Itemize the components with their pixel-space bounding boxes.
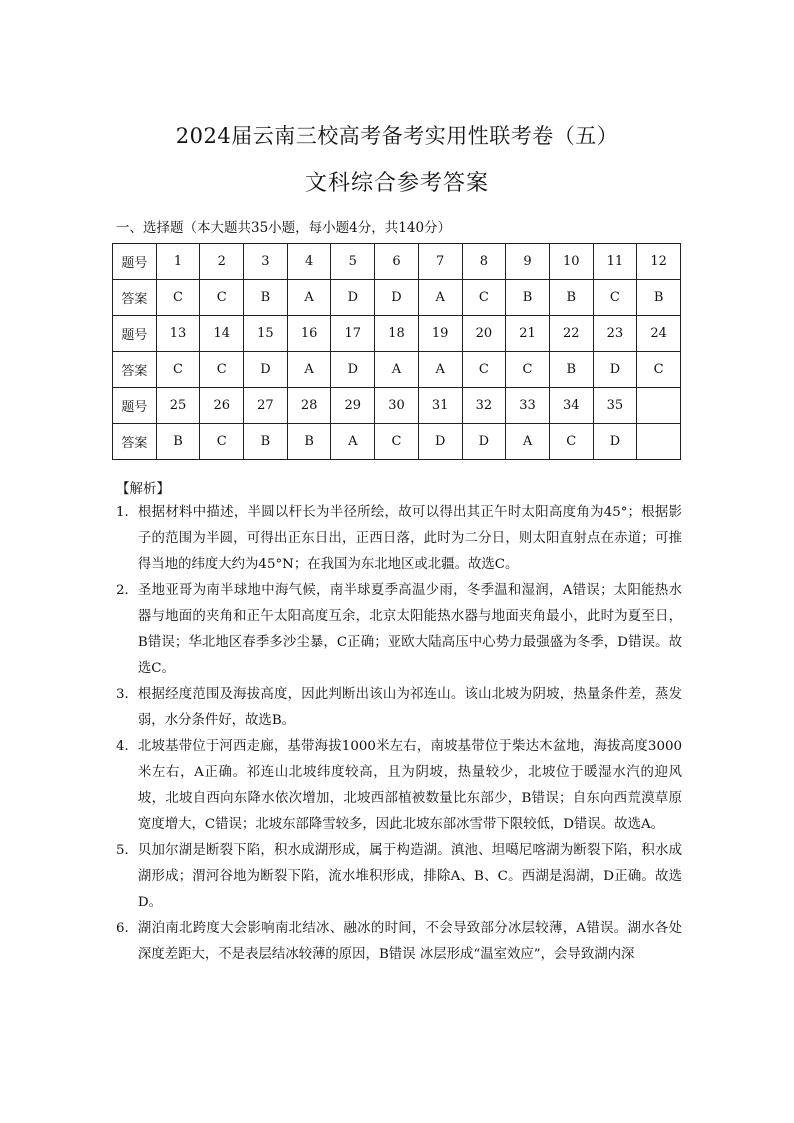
answer-cell: C: [200, 280, 244, 316]
answer-cell: B: [244, 424, 288, 460]
answer-cell: C: [200, 424, 244, 460]
question-number-cell: 17: [331, 316, 375, 352]
question-number-row: [113, 388, 681, 424]
answer-row: [113, 352, 681, 388]
analysis-item-number: 2．: [116, 583, 138, 598]
answer-cell: D: [331, 352, 375, 388]
analysis-item: [116, 578, 682, 682]
answer-cell: [637, 424, 681, 460]
analysis-item: [116, 682, 682, 734]
question-number-cell: 30: [375, 388, 419, 424]
answer-row: [113, 424, 681, 460]
question-number-cell: 6: [375, 244, 419, 280]
question-number-cell: 12: [637, 244, 681, 280]
analysis-item-text: 根据材料中描述，半圆以杆长为半径所绘，故可以得出其正午时太阳高度角为45°；根据影子的范围为半圆，可得出正东日出，正西日落，此时为二分日，则太阳直射点在赤道；可推得当地的纬度大约为45°N；在我国为东北地区或北疆。故选C。: [137, 505, 682, 572]
question-number-row: [113, 316, 681, 352]
question-number-cell: 9: [506, 244, 550, 280]
analysis-item-number: 3．: [116, 687, 138, 702]
answer-cell: C: [156, 352, 200, 388]
answer-cell: C: [549, 424, 593, 460]
question-number-row: [113, 244, 681, 280]
analysis-item: [116, 734, 682, 838]
question-number-cell: 1: [156, 244, 200, 280]
answer-row-label: 答案: [113, 280, 157, 316]
question-number-cell: 33: [506, 388, 550, 424]
analysis-item-number: 4．: [116, 739, 138, 754]
question-number-cell: 24: [637, 316, 681, 352]
question-number-row-label: 题号: [113, 316, 157, 352]
question-number-cell: 21: [506, 316, 550, 352]
question-number-cell: 34: [549, 388, 593, 424]
question-number-cell: 26: [200, 388, 244, 424]
question-number-cell: 5: [331, 244, 375, 280]
analysis-item-number: 5．: [116, 843, 138, 858]
answer-row: [113, 280, 681, 316]
answer-cell: C: [200, 352, 244, 388]
question-number-cell: 35: [593, 388, 637, 424]
question-number-cell: 2: [200, 244, 244, 280]
analysis-item-text: 北坡基带位于河西走廊，基带海拔1000米左右，南坡基带位于柴达木盆地，海拔高度3000米左右，A正确。祁连山北坡纬度较高，且为阴坡，热量较少，北坡位于暖湿水汽的迎风坡，北坡自西向东降水依次增加，北坡西部植被数量比东部少，B错误；自东向西荒漠草原宽度增大，C错误；北坡东部降雪较多，因此北坡东部冰雪带下限较低，D错误。故选A。: [137, 739, 682, 832]
question-number-cell: 29: [331, 388, 375, 424]
answer-cell: B: [549, 280, 593, 316]
document-title: 2024届云南三校高考备考实用性联考卷（五）: [175, 124, 619, 148]
analysis-item-number: 1．: [116, 505, 138, 520]
answer-cell: C: [593, 280, 637, 316]
question-number-cell: 19: [418, 316, 462, 352]
answer-cell: A: [506, 424, 550, 460]
analysis-item-number: 6．: [116, 921, 138, 936]
analysis-item-text: 根据经度范围及海拔高度，因此判断出该山为祁连山。该山北坡为阴坡，热量条件差，蒸发弱，水分条件好，故选B。: [137, 687, 682, 728]
answer-cell: A: [287, 352, 331, 388]
question-number-cell: 8: [462, 244, 506, 280]
answer-cell: A: [331, 424, 375, 460]
answer-cell: B: [549, 352, 593, 388]
answer-cell: B: [287, 424, 331, 460]
analysis-item: [116, 838, 682, 916]
answer-cell: D: [418, 424, 462, 460]
analysis-item: [116, 500, 682, 578]
question-number-cell: 3: [244, 244, 288, 280]
question-number-cell: 7: [418, 244, 462, 280]
section-heading-choice: 一、选择题（本大题共35小题，每小题4分，共140分）: [116, 220, 452, 236]
question-number-cell: 14: [200, 316, 244, 352]
answer-cell: A: [287, 280, 331, 316]
question-number-cell: 13: [156, 316, 200, 352]
answer-table: [112, 243, 681, 460]
answer-cell: D: [375, 280, 419, 316]
analysis-item-text: 圣地亚哥为南半球地中海气候，南半球夏季高温少雨，冬季温和湿润，A错误；太阳能热水器与地面的夹角和正午太阳高度互余，北京太阳能热水器与地面夹角最小，此时为夏至日，B错误；华北地区春季多沙尘暴，C正确；亚欧大陆高压中心势力最强盛为冬季，D错误。故选C。: [137, 583, 682, 676]
answer-cell: A: [418, 280, 462, 316]
question-number-cell: 10: [549, 244, 593, 280]
question-number-cell: 32: [462, 388, 506, 424]
analysis-list: [116, 500, 682, 968]
answer-cell: C: [462, 352, 506, 388]
answer-row-label: 答案: [113, 352, 157, 388]
question-number-row-label: 题号: [113, 244, 157, 280]
question-number-cell: [637, 388, 681, 424]
answer-cell: B: [637, 280, 681, 316]
answer-cell: B: [506, 280, 550, 316]
answer-cell: A: [375, 352, 419, 388]
answer-cell: C: [156, 280, 200, 316]
answer-cell: C: [506, 352, 550, 388]
question-number-cell: 31: [418, 388, 462, 424]
analysis-heading: 【解析】: [116, 481, 170, 497]
question-number-cell: 11: [593, 244, 637, 280]
answer-cell: B: [244, 280, 288, 316]
question-number-cell: 23: [593, 316, 637, 352]
question-number-cell: 25: [156, 388, 200, 424]
question-number-cell: 22: [549, 316, 593, 352]
question-number-cell: 4: [287, 244, 331, 280]
answer-cell: A: [418, 352, 462, 388]
question-number-cell: 27: [244, 388, 288, 424]
answer-cell: D: [593, 352, 637, 388]
answer-cell: D: [593, 424, 637, 460]
answer-cell: D: [244, 352, 288, 388]
answer-cell: D: [462, 424, 506, 460]
answer-cell: B: [156, 424, 200, 460]
answer-cell: C: [462, 280, 506, 316]
analysis-item-text: 贝加尔湖是断裂下陷，积水成湖形成，属于构造湖。滇池、坦噶尼喀湖为断裂下陷，积水成湖形成；渭河谷地为断裂下陷，流水堆积形成，排除A、B、C。西湖是潟湖，D正确。故选D。: [137, 843, 682, 910]
question-number-cell: 15: [244, 316, 288, 352]
question-number-cell: 20: [462, 316, 506, 352]
analysis-item: [116, 916, 682, 968]
answer-cell: C: [375, 424, 419, 460]
answer-cell: C: [637, 352, 681, 388]
analysis-item-text: 湖泊南北跨度大会影响南北结冰、融冰的时间，不会导致部分冰层较薄，A错误。湖水各处深度差距大，不是表层结冰较薄的原因，B错误 冰层形成“温室效应”，会导致湖内深: [137, 921, 682, 962]
answer-row-label: 答案: [113, 424, 157, 460]
question-number-cell: 16: [287, 316, 331, 352]
question-number-cell: 18: [375, 316, 419, 352]
question-number-row-label: 题号: [113, 388, 157, 424]
document-subtitle: 文科综合参考答案: [304, 171, 489, 196]
answer-cell: D: [331, 280, 375, 316]
question-number-cell: 28: [287, 388, 331, 424]
